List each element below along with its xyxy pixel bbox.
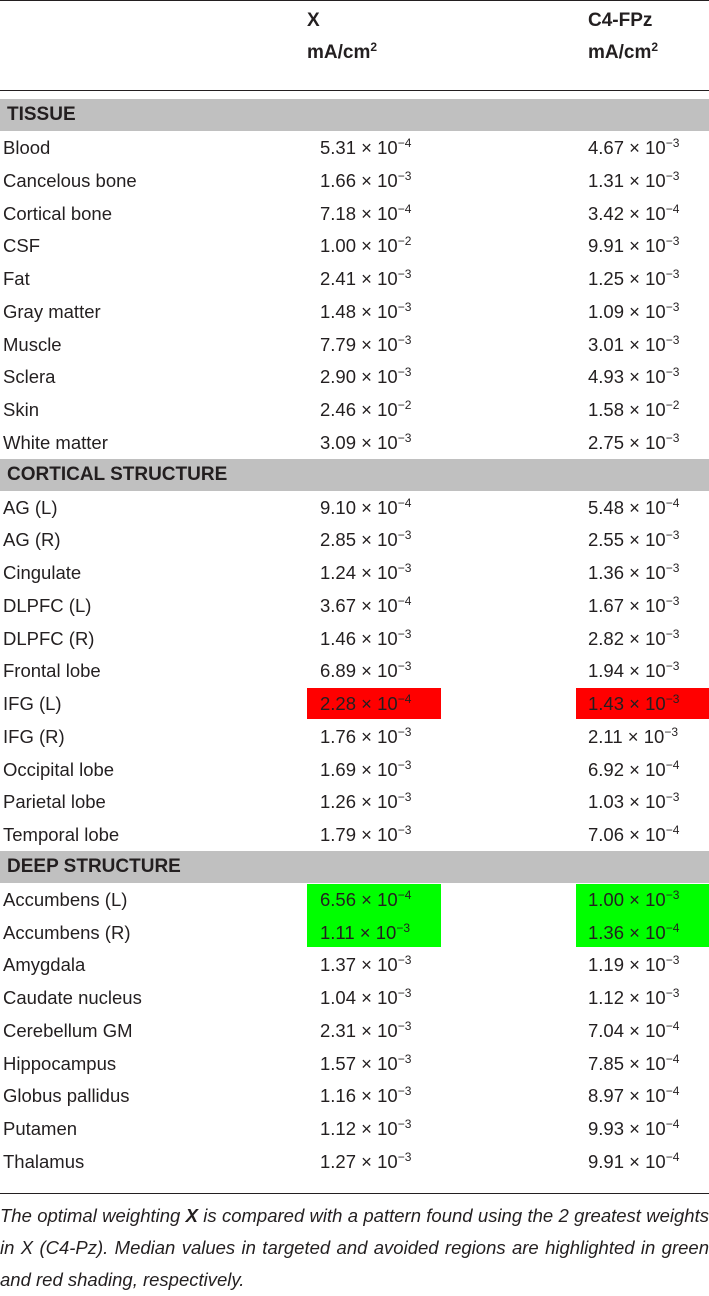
table-row	[0, 491, 709, 524]
value-c4fpz: $2.55 \times 10^{-3}$	[588, 528, 680, 551]
column-header-x-unit: $mA/cm^2$	[307, 40, 378, 63]
value-c4fpz: $1.31 \times 10^{-3}$	[588, 168, 680, 191]
section-title: CORTICAL STRUCTURE	[7, 463, 228, 485]
footnote-x-symbol: X	[185, 1205, 198, 1226]
value-c4fpz: $1.12 \times 10^{-3}$	[588, 986, 680, 1008]
value-c4fpz: $4.67 \times 10^{-3}$	[588, 136, 680, 158]
value-c4fpz: $5.48 \times 10^{-4}$	[588, 495, 680, 518]
column-header-x	[307, 5, 377, 69]
value-c4fpz: $3.01 \times 10^{-3}$	[588, 332, 680, 355]
value-c4fpz: $7.85 \times 10^{-4}$	[588, 1051, 680, 1074]
value-x: $1.04 \times 10^{-3}$	[320, 986, 412, 1008]
table-row	[0, 426, 709, 459]
value-c4fpz: $7.06 \times 10^{-4}$	[588, 823, 680, 845]
row-label: Thalamus	[3, 1150, 85, 1172]
value-x: $1.66 \times 10^{-3}$	[320, 168, 412, 191]
table-row	[0, 1079, 709, 1112]
value-x: $2.85 \times 10^{-3}$	[320, 528, 412, 551]
column-header-c4fpz-title: C4-FPz	[588, 10, 653, 31]
row-label: DLPFC (R)	[3, 627, 95, 649]
row-label: AG (L)	[3, 496, 58, 518]
value-c4fpz: $1.09 \times 10^{-3}$	[588, 299, 680, 322]
row-label: Sclera	[3, 366, 56, 388]
value-c4fpz: $1.67 \times 10^{-3}$	[588, 593, 680, 616]
value-c4fpz: $8.97 \times 10^{-4}$	[588, 1084, 680, 1107]
row-label: Blood	[3, 137, 51, 158]
value-x: $1.76 \times 10^{-3}$	[320, 724, 412, 747]
table-row	[0, 523, 709, 556]
value-x: $2.46 \times 10^{-2}$	[320, 398, 412, 420]
value-x: $2.41 \times 10^{-3}$	[320, 267, 412, 289]
bottom-rule	[0, 1193, 709, 1194]
value-x: $1.11 \times 10^{-3}$	[320, 920, 410, 943]
table-row	[0, 197, 709, 230]
table-row	[0, 556, 709, 589]
value-c4fpz: $2.75 \times 10^{-3}$	[588, 430, 680, 453]
value-x: $1.12 \times 10^{-3}$	[320, 1117, 412, 1139]
value-c4fpz: $1.36 \times 10^{-3}$	[588, 561, 680, 583]
column-header-c4fpz	[588, 5, 658, 69]
row-label: Putamen	[3, 1118, 78, 1139]
value-c4fpz: $9.91 \times 10^{-4}$	[588, 1149, 680, 1172]
top-rule	[0, 0, 709, 1]
value-c4fpz: $3.42 \times 10^{-4}$	[588, 201, 680, 224]
row-label: Globus pallidus	[3, 1085, 130, 1107]
section-title: TISSUE	[7, 104, 76, 125]
value-c4fpz: $7.04 \times 10^{-4}$	[588, 1018, 680, 1041]
value-x: $1.27 \times 10^{-3}$	[320, 1149, 412, 1172]
value-x: $1.48 \times 10^{-3}$	[320, 299, 412, 322]
value-x: $3.67 \times 10^{-4}$	[320, 593, 412, 616]
row-label: Cerebellum GM	[3, 1019, 133, 1041]
value-x: $1.26 \times 10^{-3}$	[320, 790, 412, 813]
row-label: Amygdala	[3, 954, 86, 976]
table-row	[0, 785, 709, 818]
value-c4fpz: $1.00 \times 10^{-3}$	[588, 887, 680, 910]
value-x: $2.31 \times 10^{-3}$	[320, 1018, 412, 1041]
table-row	[0, 654, 709, 687]
row-label: Muscle	[3, 333, 62, 355]
value-c4fpz: $1.94 \times 10^{-3}$	[588, 659, 680, 682]
value-c4fpz: $1.43 \times 10^{-3}$	[588, 692, 680, 714]
value-x: $7.18 \times 10^{-4}$	[320, 201, 412, 224]
row-label: IFG (L)	[3, 693, 62, 714]
row-label: Occipital lobe	[3, 758, 115, 780]
table-row	[0, 229, 709, 262]
value-x: $1.37 \times 10^{-3}$	[320, 953, 412, 976]
table-footnote: The optimal weighting X is compared with a pattern found using the 2 greatest weights in X (C4-Pz). Median values in targeted and avoided regions are highlighted in green and red shading, respectively.	[0, 1205, 709, 1290]
value-x: $3.09 \times 10^{-3}$	[320, 430, 412, 453]
table-row	[0, 589, 709, 622]
value-c4fpz: $1.58 \times 10^{-2}$	[588, 398, 680, 420]
table-row	[0, 687, 709, 720]
value-c4fpz: $1.36 \times 10^{-4}$	[588, 920, 680, 943]
value-c4fpz: $9.91 \times 10^{-3}$	[588, 234, 680, 257]
value-x: $1.16 \times 10^{-3}$	[320, 1084, 412, 1107]
row-label: Fat	[3, 268, 30, 289]
value-c4fpz: $1.25 \times 10^{-3}$	[588, 267, 680, 289]
table-row	[0, 328, 709, 361]
section-header	[0, 99, 709, 131]
table-row	[0, 948, 709, 981]
row-label: Cortical bone	[3, 202, 113, 224]
section-title: DEEP STRUCTURE	[7, 855, 181, 877]
column-header-c4fpz-unit: $mA/cm^2$	[588, 40, 659, 63]
row-label: White matter	[3, 431, 108, 453]
value-x: $6.89 \times 10^{-3}$	[320, 659, 412, 682]
value-x: $6.56 \times 10^{-4}$	[320, 887, 412, 910]
value-x: $1.69 \times 10^{-3}$	[320, 757, 412, 780]
table-row	[0, 164, 709, 197]
table-row	[0, 262, 709, 295]
row-label: IFG (R)	[3, 725, 65, 747]
value-c4fpz: $2.82 \times 10^{-3}$	[588, 626, 680, 649]
value-c4fpz: $1.03 \times 10^{-3}$	[588, 790, 680, 813]
table-row	[0, 753, 709, 786]
row-label: Accumbens (L)	[3, 888, 128, 910]
table-row	[0, 916, 709, 949]
row-label: CSF	[3, 235, 40, 257]
table-row	[0, 1047, 709, 1080]
table-row	[0, 883, 709, 916]
value-c4fpz: $6.92 \times 10^{-4}$	[588, 757, 680, 780]
value-x: $1.24 \times 10^{-3}$	[320, 561, 412, 583]
header-rule	[0, 90, 709, 91]
section-header	[0, 459, 709, 491]
row-label: Skin	[3, 399, 39, 420]
value-c4fpz: $4.93 \times 10^{-3}$	[588, 365, 680, 388]
value-x: $1.79 \times 10^{-3}$	[320, 823, 412, 845]
row-label: AG (R)	[3, 529, 61, 551]
row-label: DLPFC (L)	[3, 594, 92, 616]
row-label: Frontal lobe	[3, 660, 101, 682]
table-row	[0, 622, 709, 655]
column-header-x-title: X	[307, 10, 320, 31]
value-x: $1.57 \times 10^{-3}$	[320, 1051, 412, 1074]
value-x: $1.00 \times 10^{-2}$	[320, 234, 412, 257]
row-label: Accumbens (R)	[3, 921, 131, 943]
table-row	[0, 295, 709, 328]
value-x: $9.10 \times 10^{-4}$	[320, 495, 412, 518]
table-row	[0, 360, 709, 393]
row-label: Parietal lobe	[3, 791, 106, 813]
value-x: $7.79 \times 10^{-3}$	[320, 332, 412, 355]
row-label: Cancelous bone	[3, 169, 137, 191]
table-row	[0, 1112, 709, 1145]
row-label: Temporal lobe	[3, 824, 120, 845]
value-x: $2.90 \times 10^{-3}$	[320, 365, 412, 388]
value-x: $5.31 \times 10^{-4}$	[320, 136, 412, 158]
table-row	[0, 818, 709, 851]
row-label: Gray matter	[3, 300, 101, 322]
table-row	[0, 1145, 709, 1178]
row-label: Cingulate	[3, 562, 82, 583]
value-x: $1.46 \times 10^{-3}$	[320, 626, 412, 649]
table-row	[0, 1014, 709, 1047]
row-label: Caudate nucleus	[3, 987, 142, 1008]
table-row	[0, 131, 709, 164]
section-header	[0, 851, 709, 883]
value-c4fpz: $1.19 \times 10^{-3}$	[588, 953, 680, 976]
table-row	[0, 981, 709, 1014]
row-label: Hippocampus	[3, 1052, 117, 1074]
table-row	[0, 393, 709, 426]
table-row	[0, 720, 709, 753]
value-c4fpz: $2.11 \times 10^{-3}$	[588, 724, 678, 747]
value-c4fpz: $9.93 \times 10^{-4}$	[588, 1117, 680, 1139]
value-x: $2.28 \times 10^{-4}$	[320, 692, 412, 714]
